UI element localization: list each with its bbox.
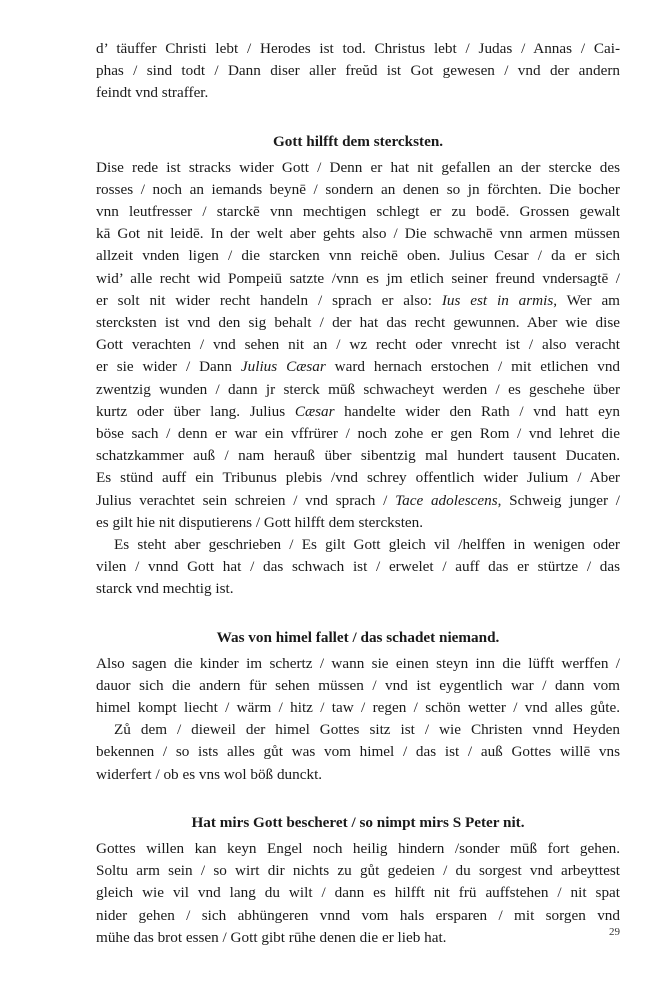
text-line: stercksten ist vnd den sig behalt / der hat das recht gewunnen. Aber wie dise (96, 314, 620, 332)
text-line: Es stünd auff ein Tribunus plebis /vnd schrey offentlich wider Julium / Aber (96, 469, 620, 487)
text-line: Gott verachten / vnd sehen nit an / wz recht oder vnrecht ist / also veracht (96, 336, 620, 354)
section-1-paragraph-1 (96, 157, 620, 534)
text-line: allzeit vnden ligen / die starcken vnn reichē oben. Julius Cesar / da er sich (96, 247, 620, 265)
text-line: Soltu arm sein / so wirt dir nichts zu gůt gedeien / du sorgest vnd arbeyttest (96, 862, 620, 880)
text-line: widerfert / ob es vns wol böß dunckt. (96, 765, 323, 783)
text-line: gleich wie vil vnd lang du wilt / dann es hilfft nit frü auffstehen / nit spat (96, 884, 620, 902)
text-line: er solt nit wider recht handeln / sprach er also: Ius est in armis, Wer am (96, 291, 620, 309)
intro-paragraph (96, 38, 620, 105)
text-line: vilen / vnnd Gott hat / das schwach ist / erwelet / auff das er stürtze / das (96, 558, 620, 576)
text-line: Es steht aber geschrieben / Es gilt Gott gleich vil /helffen in wenigen oder (114, 536, 620, 554)
italic-name: Julius Cæsar (240, 358, 326, 376)
text-line: nider gehen / sich abhüngeren vnnd vom hals ersparen / mit sorgen vnd (96, 906, 620, 924)
text-line: starck vnd mechtig ist. (96, 580, 234, 598)
text-line: d’ täuffer Christi lebt / Herodes ist tod. Christus lebt / Judas / Annas / Cai- (96, 40, 620, 57)
text-line: zwentzig wunden / dann jr sterck mūß schwacheyt werden / es geschehe über (96, 380, 620, 398)
latin-phrase: Tace adolescens (395, 491, 498, 509)
text-line: böse sach / denn er war ein vffrürer / noch zohe er gen Rom / vnd lehret die (96, 425, 620, 443)
page-number: 29 (609, 926, 620, 938)
text-line: vnn leutfresser / starckē vnn mechtigen schlegt er zu bodē. Grossen gewalt (96, 203, 620, 221)
page-body (96, 38, 620, 949)
text-line: wid’ alle recht wid Pompeiū satzte /vnn es jm etlich seiner freund vndersagtē / (96, 269, 620, 287)
latin-phrase: Ius est in armis (441, 291, 554, 309)
text-line: himel kompt liecht / wärm / hitz / taw / regen / schön wetter / vnd alles gůte. (96, 699, 620, 717)
text-line: Julius verachtet sein schreien / vnd sprach / Tace adolescens, Schweig junger / (96, 491, 621, 509)
text-line: Also sagen die kinder im schertz / wann sie einen steyn inn die lüfft werffen / (96, 654, 620, 672)
text-line: kā Got nit leidē. In der welt aber gehts also / Die schwachē vnn armen müssen (96, 225, 620, 243)
text-line: feindt vnd straffer. (96, 84, 209, 102)
text-line: Zů dem / dieweil der himel Gottes sitz ist / wie Christen vnnd Heyden (114, 721, 620, 739)
text-line: er sie wider / Dann Julius Cæsar ward hernach erstochen / mit etlichen vnd (96, 358, 621, 376)
text-line: mühe das brot essen / Gott gibt rūhe denen die er lieb hat. (96, 928, 447, 946)
text-line: es gilt hie nit disputierens / Gott hilfft dem stercksten. (96, 513, 424, 531)
text-line: dauor sich die andern für sehen müssen / vnd ist eygentlich war / dann vom (96, 676, 620, 694)
section-1-paragraph-2 (96, 534, 620, 601)
text-line: kurtz oder über lang. Julius Cæsar handelte wider den Rath / vnd hatt eyn (96, 402, 621, 420)
italic-name: Cæsar (294, 402, 335, 420)
section-2-paragraph-1 (96, 653, 620, 720)
section-heading-1: Gott hilfft dem stercksten. (272, 132, 444, 150)
text-line: Gottes willen kan keyn Engel noch heilig hindern /sonder mūß fort gehen. (96, 839, 620, 857)
section-3-paragraph-1 (96, 838, 620, 949)
section-heading-3: Hat mirs Gott bescheret / so nimpt mirs S Peter nit. (191, 813, 525, 831)
text-line: schatzkammer auß / nam herauß über sibentzig mal hundert tausent Ducaten. (96, 447, 620, 465)
text-line: rosses / noch an iemands beynē / sondern an denen so jn förchten. Die bocher (96, 180, 620, 198)
section-2-paragraph-2 (96, 719, 620, 786)
text-line: phas / sind todt / Dann diser aller freŭd ist Got gewesen / vnd der andern (96, 62, 620, 80)
text-line: Dise rede ist stracks wider Gott / Denn er hat nit gefallen an der stercke des (96, 158, 620, 176)
section-heading-2: Was von himel fallet / das schadet niemand. (216, 628, 500, 646)
text-line: bekennen / so ists alles gůt was vom himel / das ist / auß Gottes willē vns (96, 743, 620, 761)
